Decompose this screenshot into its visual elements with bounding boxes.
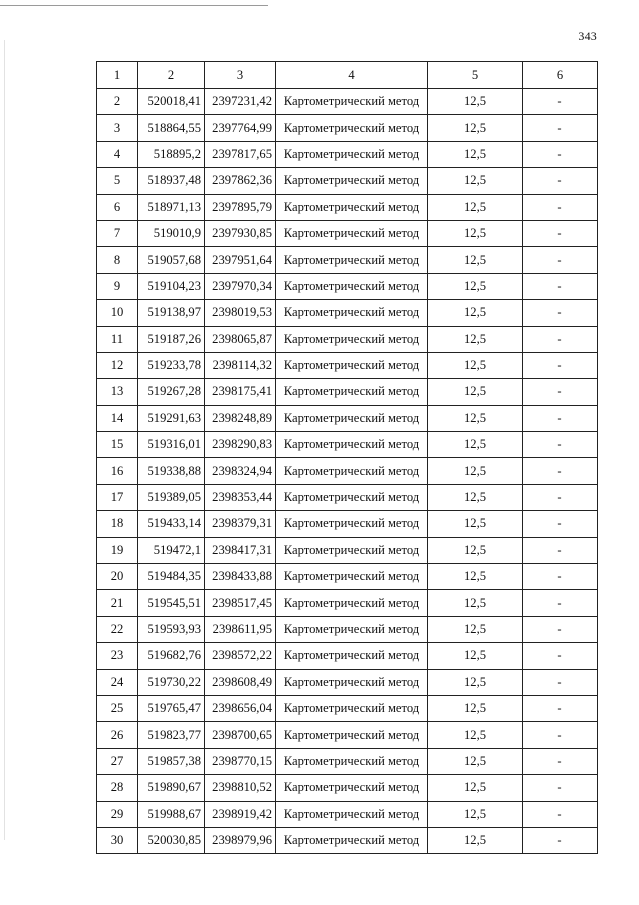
table-row [97, 722, 598, 748]
y-coordinate-cell: 2398353,44 [205, 484, 276, 510]
accuracy-cell: 12,5 [428, 352, 523, 378]
point-number-cell: 15 [97, 432, 138, 458]
y-coordinate-cell: 2397817,65 [205, 141, 276, 167]
table-row [97, 616, 598, 642]
note-cell: - [523, 220, 598, 246]
y-coordinate-cell: 2398919,42 [205, 801, 276, 827]
y-coordinate-cell: 2397764,99 [205, 115, 276, 141]
accuracy-cell: 12,5 [428, 827, 523, 853]
table-row [97, 168, 598, 194]
note-cell: - [523, 775, 598, 801]
point-number-cell: 5 [97, 168, 138, 194]
accuracy-cell: 12,5 [428, 326, 523, 352]
note-cell: - [523, 194, 598, 220]
point-number-cell: 24 [97, 669, 138, 695]
note-cell: - [523, 564, 598, 590]
page-number: 343 [578, 29, 597, 43]
header-cell: 4 [276, 62, 428, 89]
table-row [97, 801, 598, 827]
y-coordinate-cell: 2397951,64 [205, 247, 276, 273]
x-coordinate-cell: 519472,1 [138, 537, 205, 563]
x-coordinate-cell: 519545,51 [138, 590, 205, 616]
accuracy-cell: 12,5 [428, 616, 523, 642]
table-row [97, 511, 598, 537]
note-cell: - [523, 141, 598, 167]
point-number-cell: 12 [97, 352, 138, 378]
note-cell: - [523, 827, 598, 853]
method-cell: Картометрический метод [276, 537, 428, 563]
table-row [97, 141, 598, 167]
y-coordinate-cell: 2397862,36 [205, 168, 276, 194]
note-cell: - [523, 590, 598, 616]
y-coordinate-cell: 2398656,04 [205, 695, 276, 721]
point-number-cell: 8 [97, 247, 138, 273]
note-cell: - [523, 300, 598, 326]
x-coordinate-cell: 519104,23 [138, 273, 205, 299]
note-cell: - [523, 695, 598, 721]
y-coordinate-cell: 2398611,95 [205, 616, 276, 642]
note-cell: - [523, 89, 598, 115]
point-number-cell: 2 [97, 89, 138, 115]
accuracy-cell: 12,5 [428, 775, 523, 801]
table-row [97, 775, 598, 801]
note-cell: - [523, 247, 598, 273]
x-coordinate-cell: 519267,28 [138, 379, 205, 405]
header-cell: 1 [97, 62, 138, 89]
point-number-cell: 9 [97, 273, 138, 299]
note-cell: - [523, 273, 598, 299]
y-coordinate-cell: 2397930,85 [205, 220, 276, 246]
point-number-cell: 20 [97, 564, 138, 590]
y-coordinate-cell: 2397231,42 [205, 89, 276, 115]
point-number-cell: 21 [97, 590, 138, 616]
table-row [97, 247, 598, 273]
accuracy-cell: 12,5 [428, 405, 523, 431]
table-row [97, 115, 598, 141]
note-cell: - [523, 537, 598, 563]
method-cell: Картометрический метод [276, 405, 428, 431]
table-row [97, 458, 598, 484]
note-cell: - [523, 801, 598, 827]
method-cell: Картометрический метод [276, 247, 428, 273]
point-number-cell: 17 [97, 484, 138, 510]
point-number-cell: 13 [97, 379, 138, 405]
point-number-cell: 16 [97, 458, 138, 484]
accuracy-cell: 12,5 [428, 564, 523, 590]
table-row [97, 326, 598, 352]
method-cell: Картометрический метод [276, 458, 428, 484]
table-row [97, 590, 598, 616]
x-coordinate-cell: 519338,88 [138, 458, 205, 484]
table-row [97, 827, 598, 853]
method-cell: Картометрический метод [276, 115, 428, 141]
table-row [97, 564, 598, 590]
table-row [97, 220, 598, 246]
y-coordinate-cell: 2398065,87 [205, 326, 276, 352]
x-coordinate-cell: 519389,05 [138, 484, 205, 510]
y-coordinate-cell: 2398700,65 [205, 722, 276, 748]
table-row [97, 352, 598, 378]
note-cell: - [523, 748, 598, 774]
y-coordinate-cell: 2398770,15 [205, 748, 276, 774]
accuracy-cell: 12,5 [428, 722, 523, 748]
point-number-cell: 11 [97, 326, 138, 352]
note-cell: - [523, 669, 598, 695]
accuracy-cell: 12,5 [428, 247, 523, 273]
note-cell: - [523, 168, 598, 194]
method-cell: Картометрический метод [276, 141, 428, 167]
x-coordinate-cell: 519988,67 [138, 801, 205, 827]
x-coordinate-cell: 519484,35 [138, 564, 205, 590]
point-number-cell: 10 [97, 300, 138, 326]
top-rule [0, 5, 268, 6]
method-cell: Картометрический метод [276, 616, 428, 642]
method-cell: Картометрический метод [276, 194, 428, 220]
point-number-cell: 4 [97, 141, 138, 167]
accuracy-cell: 12,5 [428, 669, 523, 695]
y-coordinate-cell: 2398175,41 [205, 379, 276, 405]
method-cell: Картометрический метод [276, 89, 428, 115]
method-cell: Картометрический метод [276, 590, 428, 616]
x-coordinate-cell: 519890,67 [138, 775, 205, 801]
point-number-cell: 30 [97, 827, 138, 853]
point-number-cell: 23 [97, 643, 138, 669]
y-coordinate-cell: 2397970,34 [205, 273, 276, 299]
x-coordinate-cell: 518971,13 [138, 194, 205, 220]
table-row [97, 405, 598, 431]
accuracy-cell: 12,5 [428, 379, 523, 405]
x-coordinate-cell: 518895,2 [138, 141, 205, 167]
header-cell: 3 [205, 62, 276, 89]
method-cell: Картометрический метод [276, 827, 428, 853]
note-cell: - [523, 722, 598, 748]
accuracy-cell: 12,5 [428, 89, 523, 115]
accuracy-cell: 12,5 [428, 695, 523, 721]
point-number-cell: 6 [97, 194, 138, 220]
method-cell: Картометрический метод [276, 669, 428, 695]
note-cell: - [523, 432, 598, 458]
x-coordinate-cell: 519316,01 [138, 432, 205, 458]
y-coordinate-cell: 2398608,49 [205, 669, 276, 695]
point-number-cell: 29 [97, 801, 138, 827]
y-coordinate-cell: 2398433,88 [205, 564, 276, 590]
point-number-cell: 28 [97, 775, 138, 801]
method-cell: Картометрический метод [276, 695, 428, 721]
accuracy-cell: 12,5 [428, 168, 523, 194]
y-coordinate-cell: 2398379,31 [205, 511, 276, 537]
method-cell: Картометрический метод [276, 801, 428, 827]
point-number-cell: 7 [97, 220, 138, 246]
y-coordinate-cell: 2398114,32 [205, 352, 276, 378]
x-coordinate-cell: 519291,63 [138, 405, 205, 431]
x-coordinate-cell: 519138,97 [138, 300, 205, 326]
x-coordinate-cell: 519730,22 [138, 669, 205, 695]
x-coordinate-cell: 519593,93 [138, 616, 205, 642]
method-cell: Картометрический метод [276, 432, 428, 458]
method-cell: Картометрический метод [276, 379, 428, 405]
point-number-cell: 27 [97, 748, 138, 774]
y-coordinate-cell: 2398810,52 [205, 775, 276, 801]
table-row [97, 379, 598, 405]
method-cell: Картометрический метод [276, 722, 428, 748]
scan-edge [4, 40, 5, 840]
y-coordinate-cell: 2398019,53 [205, 300, 276, 326]
y-coordinate-cell: 2398572,22 [205, 643, 276, 669]
x-coordinate-cell: 519765,47 [138, 695, 205, 721]
method-cell: Картометрический метод [276, 352, 428, 378]
point-number-cell: 18 [97, 511, 138, 537]
method-cell: Картометрический метод [276, 168, 428, 194]
point-number-cell: 22 [97, 616, 138, 642]
table-row [97, 432, 598, 458]
header-cell: 5 [428, 62, 523, 89]
y-coordinate-cell: 2398290,83 [205, 432, 276, 458]
x-coordinate-cell: 519433,14 [138, 511, 205, 537]
table-row [97, 300, 598, 326]
x-coordinate-cell: 519823,77 [138, 722, 205, 748]
table-row [97, 194, 598, 220]
note-cell: - [523, 616, 598, 642]
accuracy-cell: 12,5 [428, 484, 523, 510]
method-cell: Картометрический метод [276, 220, 428, 246]
x-coordinate-cell: 520030,85 [138, 827, 205, 853]
table-row [97, 273, 598, 299]
note-cell: - [523, 326, 598, 352]
x-coordinate-cell: 519187,26 [138, 326, 205, 352]
header-cell: 2 [138, 62, 205, 89]
accuracy-cell: 12,5 [428, 748, 523, 774]
method-cell: Картометрический метод [276, 643, 428, 669]
table-row [97, 643, 598, 669]
accuracy-cell: 12,5 [428, 220, 523, 246]
x-coordinate-cell: 518864,55 [138, 115, 205, 141]
point-number-cell: 19 [97, 537, 138, 563]
x-coordinate-cell: 520018,41 [138, 89, 205, 115]
table-row [97, 484, 598, 510]
accuracy-cell: 12,5 [428, 432, 523, 458]
point-number-cell: 25 [97, 695, 138, 721]
point-number-cell: 26 [97, 722, 138, 748]
y-coordinate-cell: 2398517,45 [205, 590, 276, 616]
accuracy-cell: 12,5 [428, 511, 523, 537]
table-header-row [97, 62, 598, 89]
note-cell: - [523, 405, 598, 431]
note-cell: - [523, 379, 598, 405]
accuracy-cell: 12,5 [428, 115, 523, 141]
x-coordinate-cell: 519857,38 [138, 748, 205, 774]
method-cell: Картометрический метод [276, 484, 428, 510]
table-row [97, 748, 598, 774]
y-coordinate-cell: 2398324,94 [205, 458, 276, 484]
note-cell: - [523, 352, 598, 378]
note-cell: - [523, 458, 598, 484]
x-coordinate-cell: 519233,78 [138, 352, 205, 378]
table-row [97, 89, 598, 115]
accuracy-cell: 12,5 [428, 300, 523, 326]
header-cell: 6 [523, 62, 598, 89]
accuracy-cell: 12,5 [428, 141, 523, 167]
method-cell: Картометрический метод [276, 273, 428, 299]
accuracy-cell: 12,5 [428, 801, 523, 827]
method-cell: Картометрический метод [276, 326, 428, 352]
method-cell: Картометрический метод [276, 748, 428, 774]
table-row [97, 669, 598, 695]
note-cell: - [523, 484, 598, 510]
x-coordinate-cell: 519057,68 [138, 247, 205, 273]
y-coordinate-cell: 2398417,31 [205, 537, 276, 563]
table-row [97, 695, 598, 721]
x-coordinate-cell: 518937,48 [138, 168, 205, 194]
y-coordinate-cell: 2397895,79 [205, 194, 276, 220]
point-number-cell: 14 [97, 405, 138, 431]
y-coordinate-cell: 2398248,89 [205, 405, 276, 431]
accuracy-cell: 12,5 [428, 194, 523, 220]
accuracy-cell: 12,5 [428, 537, 523, 563]
note-cell: - [523, 115, 598, 141]
method-cell: Картометрический метод [276, 511, 428, 537]
method-cell: Картометрический метод [276, 775, 428, 801]
accuracy-cell: 12,5 [428, 273, 523, 299]
coordinates-table [96, 61, 598, 854]
method-cell: Картометрический метод [276, 564, 428, 590]
table-row [97, 537, 598, 563]
y-coordinate-cell: 2398979,96 [205, 827, 276, 853]
accuracy-cell: 12,5 [428, 643, 523, 669]
note-cell: - [523, 643, 598, 669]
method-cell: Картометрический метод [276, 300, 428, 326]
accuracy-cell: 12,5 [428, 458, 523, 484]
point-number-cell: 3 [97, 115, 138, 141]
accuracy-cell: 12,5 [428, 590, 523, 616]
note-cell: - [523, 511, 598, 537]
x-coordinate-cell: 519010,9 [138, 220, 205, 246]
x-coordinate-cell: 519682,76 [138, 643, 205, 669]
